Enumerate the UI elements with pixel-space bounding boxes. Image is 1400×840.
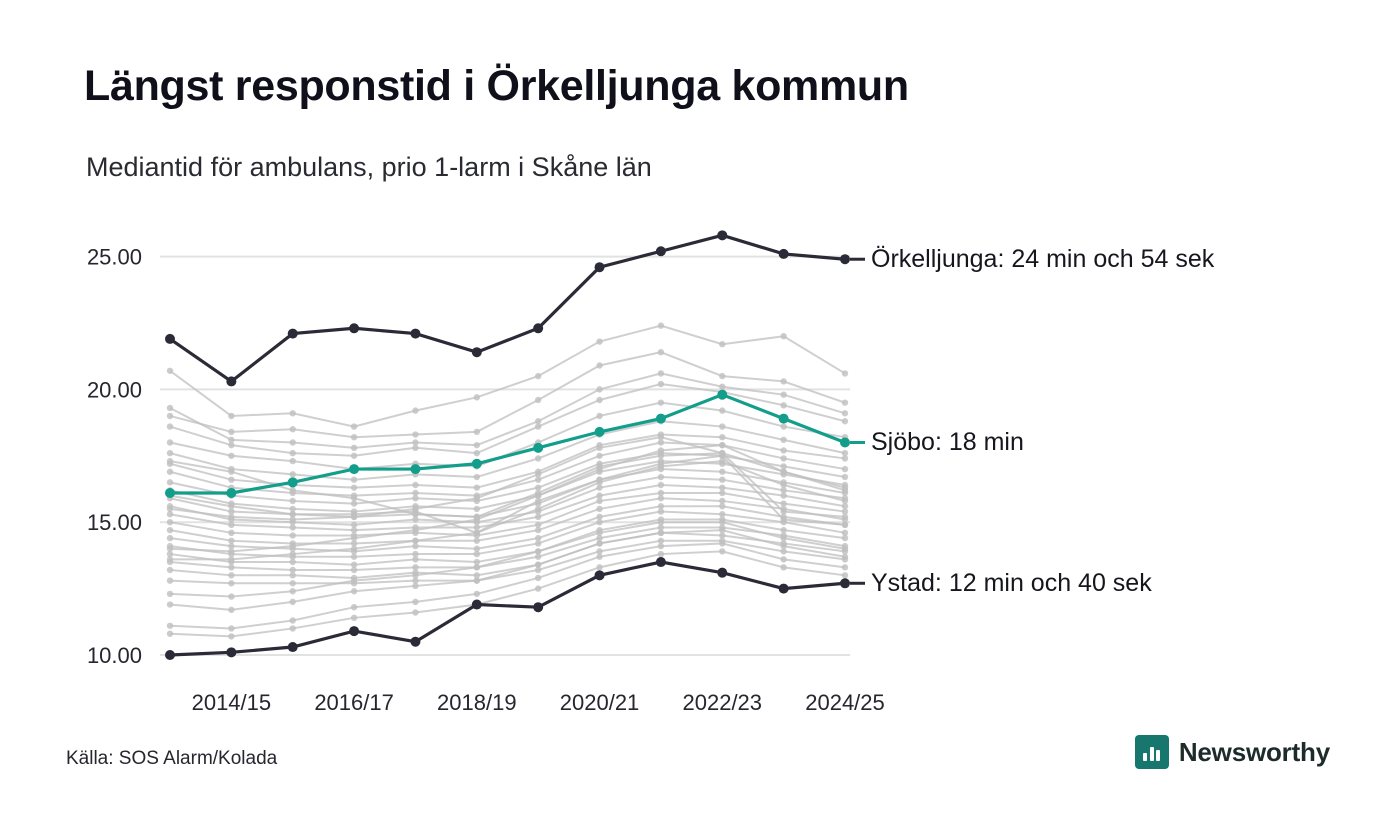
background-series-point (658, 508, 664, 514)
background-series-point (290, 516, 296, 522)
background-series-point (351, 453, 357, 459)
background-series-point (474, 474, 480, 480)
highlight-series-point (472, 600, 482, 610)
background-series-point (658, 482, 664, 488)
background-series-point (474, 564, 480, 570)
background-series-point (228, 413, 234, 419)
background-series-point (167, 567, 173, 573)
highlight-series-point (410, 464, 420, 474)
background-series-point (842, 474, 848, 480)
background-series-point (351, 604, 357, 610)
background-series-point (658, 399, 664, 405)
background-series-point (842, 418, 848, 424)
x-tick-label: 2020/21 (559, 690, 640, 715)
background-series-point (290, 471, 296, 477)
background-series-point (474, 394, 480, 400)
x-tick-label: 2018/19 (437, 690, 517, 715)
highlight-series-point (472, 459, 482, 469)
background-series-point (535, 548, 541, 554)
background-series-point (658, 322, 664, 328)
background-series-point (290, 487, 296, 493)
background-series-point (290, 543, 296, 549)
background-series-point (719, 527, 725, 533)
background-series-point (412, 431, 418, 437)
background-series-point (658, 447, 664, 453)
background-series-point (167, 577, 173, 583)
background-series-point (290, 450, 296, 456)
highlight-series-point (226, 376, 236, 386)
highlight-series-point (779, 584, 789, 594)
background-series-point (351, 423, 357, 429)
background-series-line (170, 373, 845, 447)
background-series-point (290, 458, 296, 464)
y-axis-labels (87, 245, 142, 668)
background-series-point (780, 543, 786, 549)
highlight-series-point (288, 642, 298, 652)
background-series-point (228, 503, 234, 509)
background-series-point (780, 437, 786, 443)
background-series-point (351, 434, 357, 440)
background-series-point (290, 588, 296, 594)
background-series-point (596, 397, 602, 403)
background-series-point (596, 445, 602, 451)
background-series-point (351, 554, 357, 560)
background-series-line (170, 352, 845, 437)
background-series-point (658, 530, 664, 536)
background-series-point (228, 437, 234, 443)
background-series-point (351, 567, 357, 573)
background-series-point (535, 585, 541, 591)
background-series-point (535, 575, 541, 581)
highlight-series-point (656, 246, 666, 256)
highlight-series-point (840, 578, 850, 588)
y-tick-label: 20.00 (86, 377, 142, 403)
background-series-point (842, 370, 848, 376)
background-series-point (412, 556, 418, 562)
background-series-point (596, 453, 602, 459)
background-series-point (228, 514, 234, 520)
highlight-series-point (656, 557, 666, 567)
background-series-point (842, 498, 848, 504)
background-series-point (290, 625, 296, 631)
background-series-point (596, 386, 602, 392)
background-series-point (167, 413, 173, 419)
newsworthy-logo (1135, 735, 1330, 769)
background-series-point (658, 543, 664, 549)
background-series-point (842, 564, 848, 570)
background-series-point (719, 423, 725, 429)
background-series-point (412, 506, 418, 512)
background-series-point (167, 527, 173, 533)
background-series-point (228, 625, 234, 631)
page-title: Längst responstid i Örkelljunga kommun (84, 62, 909, 110)
highlight-series-point (410, 637, 420, 647)
background-series-point (780, 564, 786, 570)
background-series-point (167, 479, 173, 485)
background-series-point (228, 633, 234, 639)
background-series-point (658, 463, 664, 469)
background-series-point (780, 556, 786, 562)
background-series-point (351, 484, 357, 490)
background-series-point (658, 519, 664, 525)
background-series-point (412, 572, 418, 578)
background-series-point (596, 413, 602, 419)
background-series-point (719, 450, 725, 456)
background-series-point (474, 551, 480, 557)
background-series-point (658, 495, 664, 501)
background-series-point (351, 577, 357, 583)
background-series-point (167, 423, 173, 429)
background-series-point (351, 495, 357, 501)
series-label-ystad: Ystad: 12 min och 40 sek (871, 568, 1152, 597)
background-series-point (780, 482, 786, 488)
background-series-point (167, 405, 173, 411)
background-series-point (596, 362, 602, 368)
background-series-point (167, 519, 173, 525)
background-series-point (474, 577, 480, 583)
x-tick-label: 2014/15 (191, 690, 272, 715)
background-series-point (290, 617, 296, 623)
background-series-point (167, 623, 173, 629)
background-series-point (290, 572, 296, 578)
background-series-point (842, 522, 848, 528)
background-series-point (290, 524, 296, 530)
series-annotations (850, 245, 1215, 597)
background-series-point (596, 506, 602, 512)
background-series-point (719, 373, 725, 379)
background-series-point (474, 516, 480, 522)
background-series-point (535, 506, 541, 512)
background-series-point (290, 599, 296, 605)
background-series-point (719, 548, 725, 554)
background-series-point (412, 439, 418, 445)
y-tick-label: 25.00 (86, 244, 142, 270)
highlight-series-point (165, 334, 175, 344)
logo-text: Newsworthy (1178, 736, 1330, 767)
background-series-point (658, 434, 664, 440)
background-series-point (719, 490, 725, 496)
highlight-series-point (717, 568, 727, 578)
background-series-point (719, 503, 725, 509)
highlight-series-point (349, 626, 359, 636)
background-series-point (228, 593, 234, 599)
highlight-series-point (840, 254, 850, 264)
series-label-örkelljunga: Örkelljunga: 24 min och 54 sek (871, 244, 1215, 273)
background-series-point (780, 535, 786, 541)
background-series-point (474, 495, 480, 501)
background-series-point (290, 439, 296, 445)
y-tick-label: 10.00 (86, 643, 142, 668)
background-series-point (719, 476, 725, 482)
background-series-point (290, 498, 296, 504)
background-series-point (842, 554, 848, 560)
background-series-point (290, 410, 296, 416)
highlight-series-point (349, 323, 359, 333)
highlight-series-point (165, 650, 175, 660)
background-series-point (842, 455, 848, 461)
highlight-series-point (472, 347, 482, 357)
highlight-series-point (533, 602, 543, 612)
highlight-series-point (288, 477, 298, 487)
background-series-point (290, 559, 296, 565)
background-series-point (351, 615, 357, 621)
background-series-point (719, 540, 725, 546)
background-series-point (535, 527, 541, 533)
background-series-point (351, 588, 357, 594)
background-series-point (719, 442, 725, 448)
background-series-point (842, 466, 848, 472)
background-series-point (842, 514, 848, 520)
background-series-point (842, 399, 848, 405)
background-series-point (535, 397, 541, 403)
background-series-point (719, 384, 725, 390)
background-series-point (228, 469, 234, 475)
highlight-series-point (533, 323, 543, 333)
background-series-point (596, 479, 602, 485)
series-label-sjöbo: Sjöbo: 18 min (871, 428, 1024, 457)
background-series-group (167, 322, 848, 639)
x-tick-label: 2016/17 (314, 690, 394, 715)
background-series-point (474, 591, 480, 597)
background-series-point (658, 349, 664, 355)
highlight-series-point (717, 230, 727, 240)
background-series-point (351, 476, 357, 482)
x-tick-label: 2022/23 (682, 690, 763, 715)
background-series-point (167, 631, 173, 637)
background-series-point (351, 445, 357, 451)
background-series-point (719, 519, 725, 525)
highlight-series-point (717, 390, 727, 400)
background-series-point (474, 530, 480, 536)
background-series-point (719, 434, 725, 440)
background-series-point (780, 378, 786, 384)
highlight-series-point (165, 488, 175, 498)
background-series-point (228, 564, 234, 570)
background-series-point (596, 554, 602, 560)
background-series-point (780, 333, 786, 339)
background-series-point (167, 450, 173, 456)
background-series-point (719, 407, 725, 413)
background-series-point (412, 609, 418, 615)
background-series-point (780, 516, 786, 522)
background-series-point (412, 583, 418, 589)
background-series-point (474, 484, 480, 490)
background-series-point (658, 551, 664, 557)
background-series-point (167, 458, 173, 464)
highlight-series-point (595, 427, 605, 437)
background-series-point (167, 546, 173, 552)
background-series-point (290, 551, 296, 557)
background-series-point (596, 498, 602, 504)
background-series-point (412, 495, 418, 501)
background-series-point (474, 429, 480, 435)
background-series-point (474, 450, 480, 456)
background-series-point (167, 506, 173, 512)
background-series-point (535, 373, 541, 379)
background-series-point (596, 530, 602, 536)
background-series-point (228, 429, 234, 435)
background-series-point (228, 476, 234, 482)
background-series-point (596, 564, 602, 570)
background-series-point (780, 469, 786, 475)
highlight-series-point (840, 438, 850, 448)
background-series-point (658, 381, 664, 387)
background-series-point (474, 442, 480, 448)
background-series-point (780, 492, 786, 498)
background-series-point (412, 527, 418, 533)
background-series-point (351, 546, 357, 552)
background-series-point (719, 469, 725, 475)
background-series-point (719, 341, 725, 347)
background-series-point (228, 580, 234, 586)
background-series-point (228, 548, 234, 554)
background-series-point (228, 522, 234, 528)
background-series-point (412, 599, 418, 605)
background-series-point (412, 538, 418, 544)
highlight-series-point (533, 443, 543, 453)
background-series-point (842, 546, 848, 552)
highlight-series-point (779, 414, 789, 424)
background-series-point (658, 474, 664, 480)
highlight-series-point (595, 570, 605, 580)
background-series-point (290, 532, 296, 538)
background-series-point (535, 540, 541, 546)
y-tick-label: 15.00 (86, 510, 142, 536)
background-series-point (535, 514, 541, 520)
background-series-point (842, 410, 848, 416)
background-series-line (170, 384, 845, 456)
background-series-point (535, 418, 541, 424)
background-series-point (167, 368, 173, 374)
logo-bars-icon (1135, 735, 1169, 769)
background-series-point (167, 556, 173, 562)
background-series-point (228, 453, 234, 459)
background-series-point (167, 439, 173, 445)
highlight-series-point (349, 464, 359, 474)
background-series-point (474, 538, 480, 544)
highlight-series-point (779, 249, 789, 259)
background-series-point (596, 466, 602, 472)
background-series-point (596, 338, 602, 344)
background-series-point (290, 580, 296, 586)
background-series-point (780, 423, 786, 429)
background-series-point (167, 601, 173, 607)
background-series-point (228, 607, 234, 613)
background-series-point (535, 471, 541, 477)
background-series-point (535, 492, 541, 498)
background-series-point (842, 572, 848, 578)
source-note: Källa: SOS Alarm/Kolada (66, 748, 278, 769)
background-series-point (842, 535, 848, 541)
background-series-point (719, 458, 725, 464)
background-series-point (842, 484, 848, 490)
x-axis-labels (192, 690, 885, 715)
background-series-point (596, 519, 602, 525)
background-series-point (167, 591, 173, 597)
background-series-point (412, 482, 418, 488)
background-series-point (167, 469, 173, 475)
background-series-point (658, 370, 664, 376)
background-series-point (351, 514, 357, 520)
background-series-point (780, 391, 786, 397)
background-series-point (535, 561, 541, 567)
background-series-point (351, 535, 357, 541)
background-series-point (228, 572, 234, 578)
page-subtitle: Mediantid för ambulans, prio 1-larm i Skåne län (86, 152, 652, 182)
background-series-point (474, 506, 480, 512)
background-series-point (228, 556, 234, 562)
highlight-series-point (595, 262, 605, 272)
highlight-series-point (288, 329, 298, 339)
highlight-series-point (656, 414, 666, 424)
background-series-point (780, 508, 786, 514)
background-series-point (780, 402, 786, 408)
background-series-point (167, 535, 173, 541)
background-series-point (596, 540, 602, 546)
background-series-point (228, 530, 234, 536)
highlight-series-point (410, 329, 420, 339)
highlight-series-point (226, 647, 236, 657)
background-series-point (412, 407, 418, 413)
background-series-point (535, 455, 541, 461)
background-series-point (780, 455, 786, 461)
highlight-series-point (226, 488, 236, 498)
x-tick-label: 2024/25 (805, 690, 885, 715)
background-series-point (290, 426, 296, 432)
background-series-point (780, 447, 786, 453)
